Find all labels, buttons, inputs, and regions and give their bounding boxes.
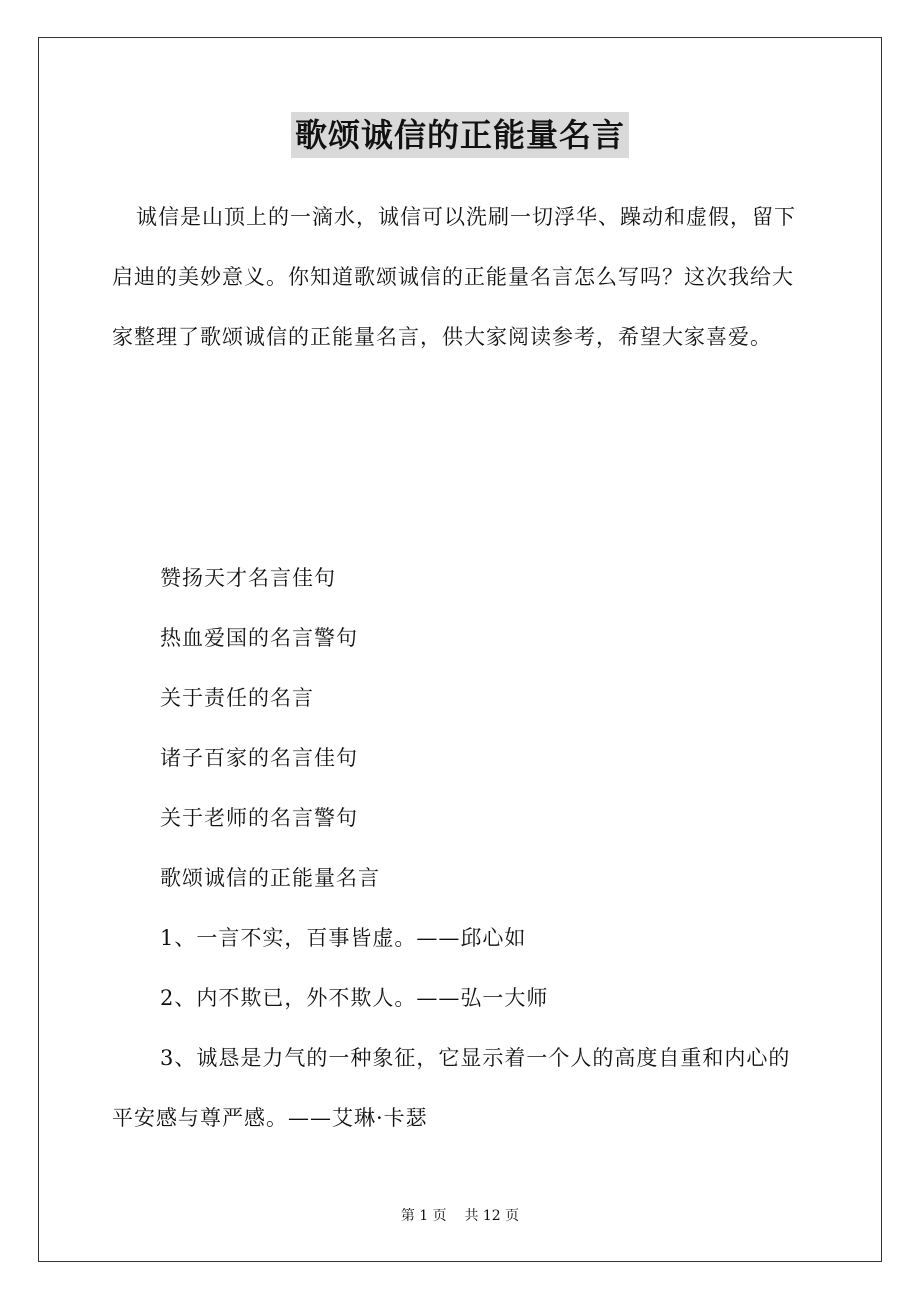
intro-paragraph: 诚信是山顶上的一滴水，诚信可以洗刷一切浮华、躁动和虚假，留下启迪的美妙意义。你知道歌颂诚信的正能量名言怎么写吗？这次我给大家整理了歌颂诚信的正能量名言，供大家阅读参考，希望大家喜爱。 [112, 205, 796, 349]
page-footer [0, 1206, 920, 1226]
related-link[interactable]: 歌颂诚信的正能量名言 [160, 866, 380, 890]
quote-item: 2、内不欺已，外不欺人。——弘一大师 [160, 986, 549, 1010]
page-total: 共 12 页 [464, 1208, 520, 1224]
related-link[interactable]: 热血爱国的名言警句 [160, 626, 358, 650]
related-link[interactable]: 赞扬天才名言佳句 [160, 566, 336, 590]
quote-item: 1、一言不实，百事皆虚。——邱心如 [160, 926, 527, 950]
page-number: 第 1 页 [400, 1208, 447, 1224]
related-link[interactable]: 关于老师的名言警句 [160, 806, 358, 830]
title-wrap [0, 112, 920, 158]
quote-item: 3、诚恳是力气的一种象征，它显示着一个人的高度自重和内心的平安感与尊严感。——艾琳·卡瑟 [112, 1046, 791, 1130]
quotes-list [112, 908, 812, 1148]
document-title: 歌颂诚信的正能量名言 [291, 112, 629, 158]
related-link[interactable]: 诸子百家的名言佳句 [160, 746, 358, 770]
related-link[interactable]: 关于责任的名言 [160, 686, 314, 710]
related-links-list [160, 548, 380, 908]
